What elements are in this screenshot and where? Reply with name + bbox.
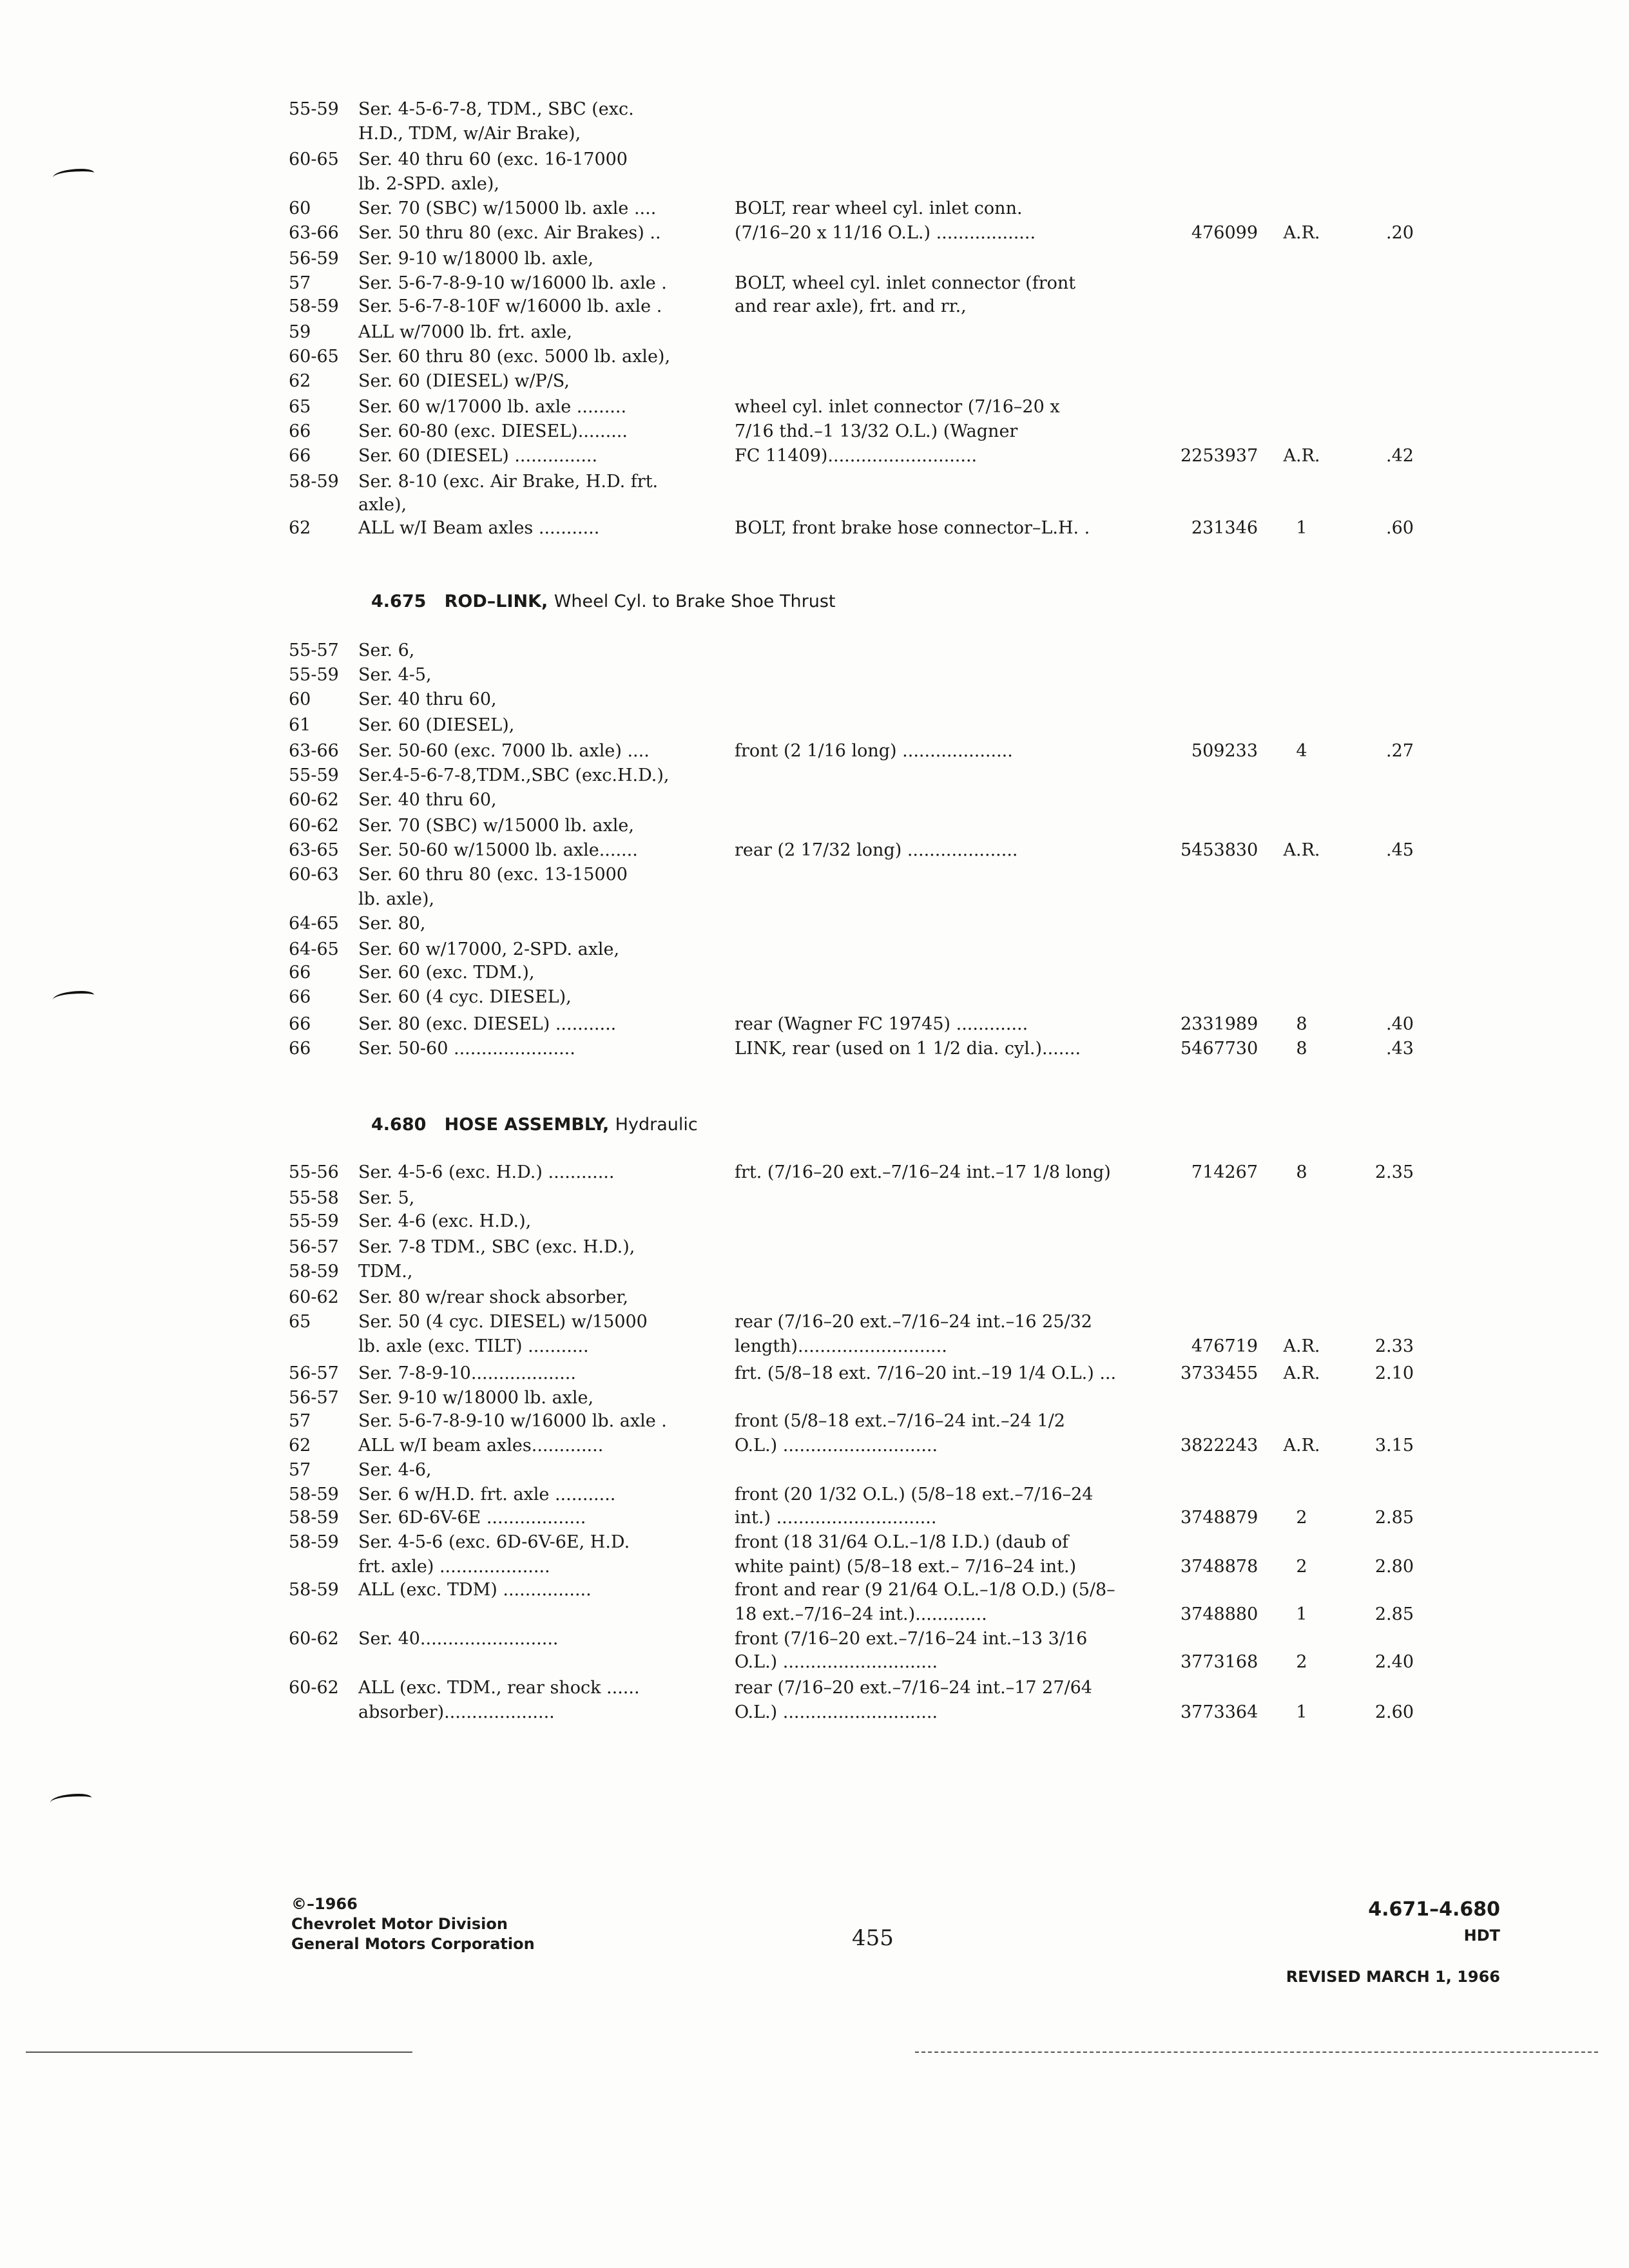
model-text: Ser. 9-10 w/18000 lb. axle, <box>358 1388 594 1408</box>
part-number: 714267 <box>1191 1162 1258 1182</box>
quantity: A.R. <box>1283 840 1320 860</box>
part-number: 3748880 <box>1181 1604 1258 1624</box>
model-text: Ser. 50 thru 80 (exc. Air Brakes) .. <box>358 223 661 243</box>
description: rear (7/16–20 ext.–7/16–24 int.–16 25/32 <box>735 1312 1092 1332</box>
description: front (7/16–20 ext.–7/16–24 int.–13 3/16 <box>735 1629 1088 1649</box>
model-text: Ser. 60 w/17000 lb. axle ......... <box>358 397 627 417</box>
bottom-rule-left <box>26 2052 412 2053</box>
year: 58-59 <box>289 1532 339 1552</box>
model-text: ALL w/I beam axles............. <box>358 1436 604 1456</box>
model-text: Ser. 8-10 (exc. Air Brake, H.D. frt. <box>358 472 659 492</box>
model-text: ALL w/I Beam axles ........... <box>358 518 600 538</box>
description: front (18 31/64 O.L.–1/8 I.D.) (daub of <box>735 1532 1069 1552</box>
model-text: Ser. 4-5, <box>358 665 432 685</box>
quantity: 8 <box>1296 1039 1307 1059</box>
corporation: General Motors Corporation <box>291 1935 535 1953</box>
quantity: A.R. <box>1283 223 1320 243</box>
description: front and rear (9 21/64 O.L.–1/8 O.D.) (5/8– <box>735 1580 1115 1600</box>
description: BOLT, wheel cyl. inlet connector (front <box>735 273 1076 293</box>
quantity: A.R. <box>1283 1436 1320 1456</box>
quantity: 4 <box>1296 741 1307 761</box>
model-text: ALL w/7000 lb. frt. axle, <box>358 322 572 342</box>
quantity: A.R. <box>1283 1363 1320 1383</box>
year: 60-65 <box>289 347 339 367</box>
year: 60 <box>289 689 311 709</box>
price: .60 <box>1386 518 1414 538</box>
price: .45 <box>1386 840 1414 860</box>
model-text: H.D., TDM, w/Air Brake), <box>358 124 581 144</box>
quantity: 2 <box>1296 1557 1307 1577</box>
model-text: Ser. 40 thru 60, <box>358 689 497 709</box>
model-text: lb. 2-SPD. axle), <box>358 174 499 194</box>
model-text: Ser.4-5-6-7-8,TDM.,SBC (exc.H.D.), <box>358 765 670 785</box>
part-number: 231346 <box>1191 518 1258 538</box>
year: 60-62 <box>289 1629 339 1649</box>
year: 60-63 <box>289 865 339 885</box>
part-number: 2253937 <box>1181 446 1258 466</box>
model-text: Ser. 50-60 ...................... <box>358 1039 575 1059</box>
year: 58-59 <box>289 296 339 316</box>
quantity: 2 <box>1296 1652 1307 1672</box>
part-number: 2331989 <box>1181 1014 1258 1034</box>
model-text: Ser. 60 (4 cyc. DIESEL), <box>358 987 572 1007</box>
description: white paint) (5/8–18 ext.– 7/16–24 int.) <box>735 1557 1077 1577</box>
model-text: Ser. 60 (DIESEL) ............... <box>358 446 598 466</box>
year: 56-57 <box>289 1363 339 1383</box>
revised-date: REVISED MARCH 1, 1966 <box>1286 1968 1500 1986</box>
part-number: 3748879 <box>1181 1508 1258 1528</box>
year: 66 <box>289 963 311 983</box>
price: .40 <box>1386 1014 1414 1034</box>
year: 55-59 <box>289 1211 339 1231</box>
price: 2.80 <box>1374 1557 1414 1577</box>
year: 62 <box>289 371 311 391</box>
price: 2.35 <box>1374 1162 1414 1182</box>
description: front (5/8–18 ext.–7/16–24 int.–24 1/2 <box>735 1411 1065 1431</box>
description: wheel cyl. inlet connector (7/16–20 x <box>735 397 1060 417</box>
model-text: axle), <box>358 495 407 515</box>
year: 55-56 <box>289 1162 339 1182</box>
copyright: ©–1966 <box>291 1895 358 1913</box>
year: 58-59 <box>289 1485 339 1504</box>
publisher-block <box>291 1894 535 1954</box>
model-text: Ser. 4-6, <box>358 1460 432 1480</box>
quantity: A.R. <box>1283 446 1320 466</box>
part-number: 3773364 <box>1181 1702 1258 1722</box>
description: O.L.) ............................ <box>735 1436 938 1456</box>
hdt-label: HDT <box>1463 1927 1500 1945</box>
division: Chevrolet Motor Division <box>291 1915 508 1933</box>
model-text: Ser. 80 w/rear shock absorber, <box>358 1287 628 1307</box>
model-text: Ser. 5-6-7-8-10F w/16000 lb. axle . <box>358 296 662 316</box>
part-number: 3748878 <box>1181 1557 1258 1577</box>
year: 55-59 <box>289 765 339 785</box>
year: 63-66 <box>289 223 339 243</box>
section-title: HOSE ASSEMBLY, <box>444 1115 610 1135</box>
year: 66 <box>289 421 311 441</box>
section-subtitle: Wheel Cyl. to Brake Shoe Thrust <box>554 591 836 611</box>
year: 58-59 <box>289 472 339 492</box>
model-text: lb. axle), <box>358 889 435 909</box>
model-text: Ser. 60 (DIESEL), <box>358 715 515 735</box>
model-text: Ser. 60 thru 80 (exc. 5000 lb. axle), <box>358 347 671 367</box>
page-number: 455 <box>852 1925 894 1951</box>
model-text: Ser. 6D-6V-6E .................. <box>358 1508 586 1528</box>
price: .42 <box>1386 446 1414 466</box>
description: front (20 1/32 O.L.) (5/8–18 ext.–7/16–24 <box>735 1485 1094 1504</box>
year: 55-59 <box>289 665 339 685</box>
model-text: Ser. 7-8-9-10................... <box>358 1363 576 1383</box>
section-number: 4.680 <box>371 1115 427 1135</box>
model-text: Ser. 50-60 (exc. 7000 lb. axle) .... <box>358 741 650 761</box>
model-text: TDM., <box>358 1262 413 1282</box>
model-text: Ser. 40......................... <box>358 1629 559 1649</box>
year: 62 <box>289 1436 311 1456</box>
model-text: ALL (exc. TDM., rear shock ...... <box>358 1678 640 1698</box>
model-text: Ser. 5-6-7-8-9-10 w/16000 lb. axle . <box>358 273 667 293</box>
section-number: 4.675 <box>371 591 427 611</box>
binder-mark-top <box>53 169 94 182</box>
binder-mark-middle <box>53 991 94 1004</box>
year: 66 <box>289 1014 311 1034</box>
quantity: 1 <box>1296 1702 1307 1722</box>
price: 2.85 <box>1374 1508 1414 1528</box>
model-text: lb. axle (exc. TILT) ........... <box>358 1336 589 1356</box>
year: 60-65 <box>289 149 339 169</box>
part-number: 5453830 <box>1181 840 1258 860</box>
description: (7/16–20 x 11/16 O.L.) .................. <box>735 223 1036 243</box>
year: 63-66 <box>289 741 339 761</box>
year: 62 <box>289 518 311 538</box>
model-text: Ser. 70 (SBC) w/15000 lb. axle .... <box>358 198 657 218</box>
year: 57 <box>289 1411 311 1431</box>
section-title: ROD–LINK, <box>444 591 548 611</box>
model-text: Ser. 5-6-7-8-9-10 w/16000 lb. axle . <box>358 1411 667 1431</box>
model-text: Ser. 40 thru 60 (exc. 16-17000 <box>358 149 628 169</box>
description: rear (2 17/32 long) .................... <box>735 840 1018 860</box>
model-text: Ser. 4-5-6-7-8, TDM., SBC (exc. <box>358 99 634 119</box>
description: length)........................... <box>735 1336 947 1356</box>
year: 61 <box>289 715 311 735</box>
year: 58-59 <box>289 1262 339 1282</box>
year: 57 <box>289 1460 311 1480</box>
year: 55-59 <box>289 99 339 119</box>
price: 3.15 <box>1374 1436 1414 1456</box>
description: FC 11409)........................... <box>735 446 978 466</box>
year: 66 <box>289 1039 311 1059</box>
description: BOLT, front brake hose connector–L.H. . <box>735 518 1090 538</box>
year: 55-58 <box>289 1188 339 1208</box>
model-text: Ser. 9-10 w/18000 lb. axle, <box>358 249 594 269</box>
year: 64-65 <box>289 914 339 934</box>
quantity: 2 <box>1296 1508 1307 1528</box>
year: 60-62 <box>289 790 339 810</box>
price: .20 <box>1386 223 1414 243</box>
part-number: 476719 <box>1191 1336 1258 1356</box>
model-text: Ser. 50-60 w/15000 lb. axle....... <box>358 840 638 860</box>
model-text: frt. axle) .................... <box>358 1557 550 1577</box>
description: frt. (7/16–20 ext.–7/16–24 int.–17 1/8 long) <box>735 1162 1111 1182</box>
bottom-rule-right <box>915 2052 1598 2053</box>
model-text: Ser. 4-5-6 (exc. 6D-6V-6E, H.D. <box>358 1532 630 1552</box>
model-text: Ser. 7-8 TDM., SBC (exc. H.D.), <box>358 1237 635 1257</box>
price: 2.40 <box>1374 1652 1414 1672</box>
year: 66 <box>289 446 311 466</box>
part-number: 509233 <box>1191 741 1258 761</box>
year: 65 <box>289 1312 311 1332</box>
description: 7/16 thd.–1 13/32 O.L.) (Wagner <box>735 421 1018 441</box>
year: 66 <box>289 987 311 1007</box>
description: rear (7/16–20 ext.–7/16–24 int.–17 27/64 <box>735 1678 1092 1698</box>
quantity: 8 <box>1296 1162 1307 1182</box>
year: 56-57 <box>289 1237 339 1257</box>
model-text: Ser. 60 (DIESEL) w/P/S, <box>358 371 570 391</box>
year: 59 <box>289 322 311 342</box>
description: int.) ............................. <box>735 1508 937 1528</box>
section-heading-4675 <box>371 589 835 615</box>
price: .27 <box>1386 741 1414 761</box>
year: 60-62 <box>289 1287 339 1307</box>
model-text: Ser. 50 (4 cyc. DIESEL) w/15000 <box>358 1312 648 1332</box>
model-text: Ser. 60 w/17000, 2-SPD. axle, <box>358 939 620 959</box>
year: 64-65 <box>289 939 339 959</box>
price: 2.33 <box>1374 1336 1414 1356</box>
quantity: 8 <box>1296 1014 1307 1034</box>
description: 18 ext.–7/16–24 int.)............. <box>735 1604 987 1624</box>
section-range: 4.671–4.680 <box>1368 1898 1500 1921</box>
quantity: 1 <box>1296 1604 1307 1624</box>
year: 60 <box>289 198 311 218</box>
part-number: 3733455 <box>1181 1363 1258 1383</box>
description: BOLT, rear wheel cyl. inlet conn. <box>735 198 1023 218</box>
price: .43 <box>1386 1039 1414 1059</box>
binder-mark-bottom <box>50 1794 92 1807</box>
model-text: Ser. 80, <box>358 914 426 934</box>
model-text: ALL (exc. TDM) ................ <box>358 1580 592 1600</box>
description: and rear axle), frt. and rr., <box>735 296 967 316</box>
year: 56-59 <box>289 249 339 269</box>
year: 58-59 <box>289 1508 339 1528</box>
model-text: Ser. 40 thru 60, <box>358 790 497 810</box>
price: 2.10 <box>1374 1363 1414 1383</box>
model-text: Ser. 60 thru 80 (exc. 13-15000 <box>358 865 628 885</box>
price: 2.85 <box>1374 1604 1414 1624</box>
year: 63-65 <box>289 840 339 860</box>
description: rear (Wagner FC 19745) ............. <box>735 1014 1028 1034</box>
model-text: absorber).................... <box>358 1702 555 1722</box>
year: 57 <box>289 273 311 293</box>
description: front (2 1/16 long) .................... <box>735 741 1013 761</box>
section-subtitle: Hydraulic <box>615 1115 698 1135</box>
model-text: Ser. 60 (exc. TDM.), <box>358 963 535 983</box>
quantity: A.R. <box>1283 1336 1320 1356</box>
model-text: Ser. 70 (SBC) w/15000 lb. axle, <box>358 816 634 836</box>
description: LINK, rear (used on 1 1/2 dia. cyl.)....... <box>735 1039 1081 1059</box>
year: 60-62 <box>289 816 339 836</box>
model-text: Ser. 4-6 (exc. H.D.), <box>358 1211 532 1231</box>
model-text: Ser. 4-5-6 (exc. H.D.) ............ <box>358 1162 615 1182</box>
model-text: Ser. 5, <box>358 1188 415 1208</box>
model-text: Ser. 6, <box>358 640 415 660</box>
description: O.L.) ............................ <box>735 1702 938 1722</box>
description: O.L.) ............................ <box>735 1652 938 1672</box>
price: 2.60 <box>1374 1702 1414 1722</box>
year: 58-59 <box>289 1580 339 1600</box>
model-text: Ser. 60-80 (exc. DIESEL)......... <box>358 421 628 441</box>
quantity: 1 <box>1296 518 1307 538</box>
year: 56-57 <box>289 1388 339 1408</box>
part-number: 5467730 <box>1181 1039 1258 1059</box>
part-number: 3822243 <box>1181 1436 1258 1456</box>
year: 60-62 <box>289 1678 339 1698</box>
description: frt. (5/8–18 ext. 7/16–20 int.–19 1/4 O.L.) ... <box>735 1363 1117 1383</box>
part-number: 476099 <box>1191 223 1258 243</box>
year: 55-57 <box>289 640 339 660</box>
section-heading-4680 <box>371 1112 698 1138</box>
year: 65 <box>289 397 311 417</box>
part-number: 3773168 <box>1181 1652 1258 1672</box>
model-text: Ser. 80 (exc. DIESEL) ........... <box>358 1014 617 1034</box>
model-text: Ser. 6 w/H.D. frt. axle ........... <box>358 1485 616 1504</box>
